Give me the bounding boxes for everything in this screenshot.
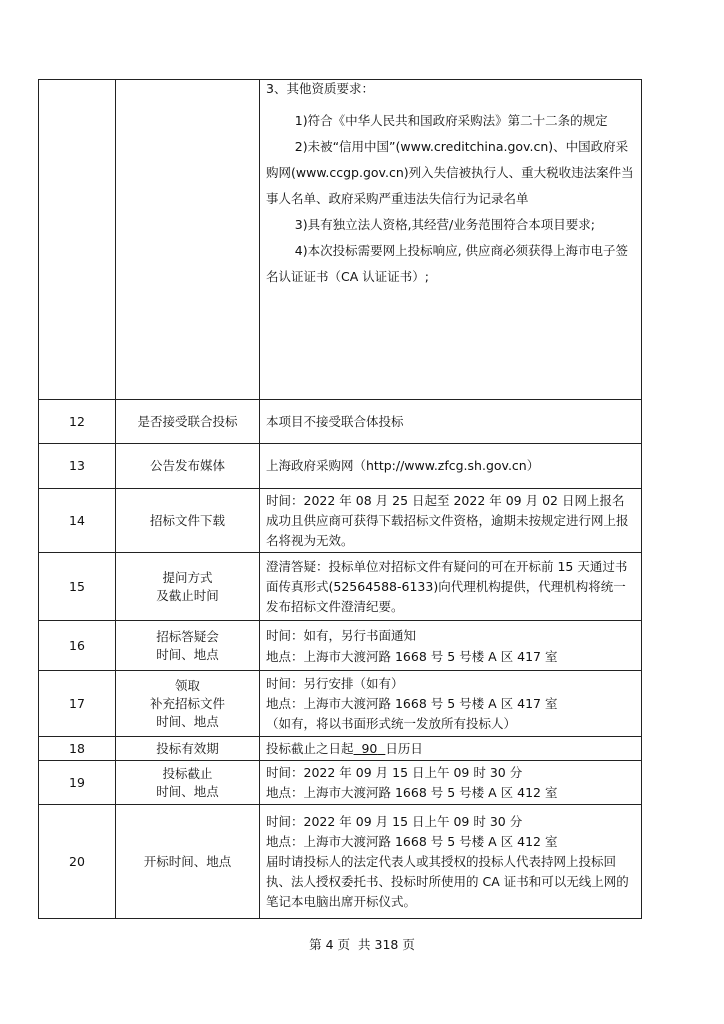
row-content [260, 621, 642, 671]
table-row-19 [39, 761, 642, 805]
table-row-17 [39, 671, 642, 737]
table-row-14 [39, 489, 642, 553]
qualification-title: 3、其他资质要求： [266, 81, 374, 96]
row-number: 12 [39, 400, 116, 444]
row-label-line: 及截止时间 [156, 587, 219, 603]
table-row-13 [39, 444, 642, 489]
row-content-line: 地点：上海市大渡河路 1668 号 5 号楼 A 区 412 室 [266, 833, 558, 849]
qualification-item-3: 3)具有独立法人资格,其经营/业务范围符合本项目要求; [294, 217, 595, 232]
qualification-item-4: 4)本次投标需要网上投标响应, 供应商必须获得上海市电子签名认证证书（CA 认证证书）; [266, 243, 629, 284]
row-label-line: 招标答疑会 [156, 628, 219, 644]
row-label: 投标有效期 [116, 737, 260, 761]
row-label [116, 621, 260, 671]
row-label-line: 时间、地点 [156, 713, 219, 729]
row-content-line: 时间：如有，另行书面通知 [266, 627, 417, 643]
row-content-line: 地点：上海市大渡河路 1668 号 5 号楼 A 区 417 室 [266, 695, 558, 711]
row-number: 19 [39, 761, 116, 805]
row-label [116, 761, 260, 805]
row-content: 本项目不接受联合体投标 [260, 400, 642, 444]
row-label-line: 领取 [174, 677, 200, 693]
row-content: 上海政府采购网（http://www.zfcg.sh.gov.cn） [260, 444, 642, 489]
row-label: 招标文件下载 [116, 489, 260, 553]
row-number: 18 [39, 737, 116, 761]
row-content [260, 805, 642, 919]
row-label [116, 671, 260, 737]
table-row-11 [39, 80, 642, 400]
row-content [260, 761, 642, 805]
row-number: 16 [39, 621, 116, 671]
row-content-line: 时间：另行安排（如有） [266, 675, 404, 691]
row-label [116, 553, 260, 621]
row-label-line: 提问方式 [162, 569, 213, 585]
validity-suffix: 日历日 [385, 740, 423, 756]
row-content: 时间：2022 年 08 月 25 日起至 2022 年 09 月 02 日网上报名成功且供应商可获得下载招标文件资格，逾期未按规定进行网上报名将视为无效。 [260, 489, 642, 553]
qualification-item-2: 2)未被“信用中国”(www.creditchina.gov.cn)、中国政府采购网(www.ccgp.gov.cn)列入失信被执行人、重大税收违法案件当事人名单、政府采购严重违法失信行为记录名单 [266, 139, 634, 206]
row-number: 14 [39, 489, 116, 553]
page-footer [0, 935, 724, 953]
row-label-line: 时间、地点 [156, 646, 219, 662]
row-content [260, 671, 642, 737]
row-label [116, 80, 260, 400]
row-number: 13 [39, 444, 116, 489]
row-label: 公告发布媒体 [116, 444, 260, 489]
row-number: 20 [39, 805, 116, 919]
row-content-line: 地点：上海市大渡河路 1668 号 5 号楼 A 区 417 室 [266, 648, 558, 664]
table-row-18 [39, 737, 642, 761]
table-row-20 [39, 805, 642, 919]
row-label: 是否接受联合投标 [116, 400, 260, 444]
row-number: 17 [39, 671, 116, 737]
row-label: 开标时间、地点 [116, 805, 260, 919]
tender-info-table [38, 79, 642, 919]
validity-prefix: 投标截止之日起 [266, 740, 354, 756]
qualification-requirements [260, 80, 642, 400]
row-content-line: 时间：2022 年 09 月 15 日上午 09 时 30 分 [266, 764, 523, 780]
validity-period [260, 737, 642, 761]
table-row-12 [39, 400, 642, 444]
qualification-item-1: 1)符合《中华人民共和国政府采购法》第二十二条的规定 [294, 113, 608, 128]
row-label-line: 时间、地点 [156, 783, 219, 799]
validity-days [354, 741, 386, 756]
row-content-line: （如有，将以书面形式统一发放所有投标人） [266, 715, 517, 731]
row-content-line: 时间：2022 年 09 月 15 日上午 09 时 30 分 [266, 813, 523, 829]
validity-days-value: 90 [361, 740, 378, 756]
table-row-16 [39, 621, 642, 671]
table-row-15 [39, 553, 642, 621]
page-total: 共 318 页 [358, 937, 415, 952]
row-content-line: 地点：上海市大渡河路 1668 号 5 号楼 A 区 412 室 [266, 784, 558, 800]
row-content-line: 届时请投标人的法定代表人或其授权的投标人代表持网上投标回执、法人授权委托书、投标时所使用的 CA 证书和可以无线上网的笔记本电脑出席开标仪式。 [266, 853, 629, 909]
row-label-line: 投标截止 [162, 765, 213, 781]
row-content: 澄清答疑：投标单位对招标文件有疑问的可在开标前 15 天通过书面传真形式(52564588-6133)向代理机构提供，代理机构将统一发布招标文件澄清纪要。 [260, 553, 642, 621]
row-number [39, 80, 116, 400]
page-number: 第 4 页 [309, 937, 351, 952]
row-number: 15 [39, 553, 116, 621]
row-label-line: 补充招标文件 [149, 695, 225, 711]
